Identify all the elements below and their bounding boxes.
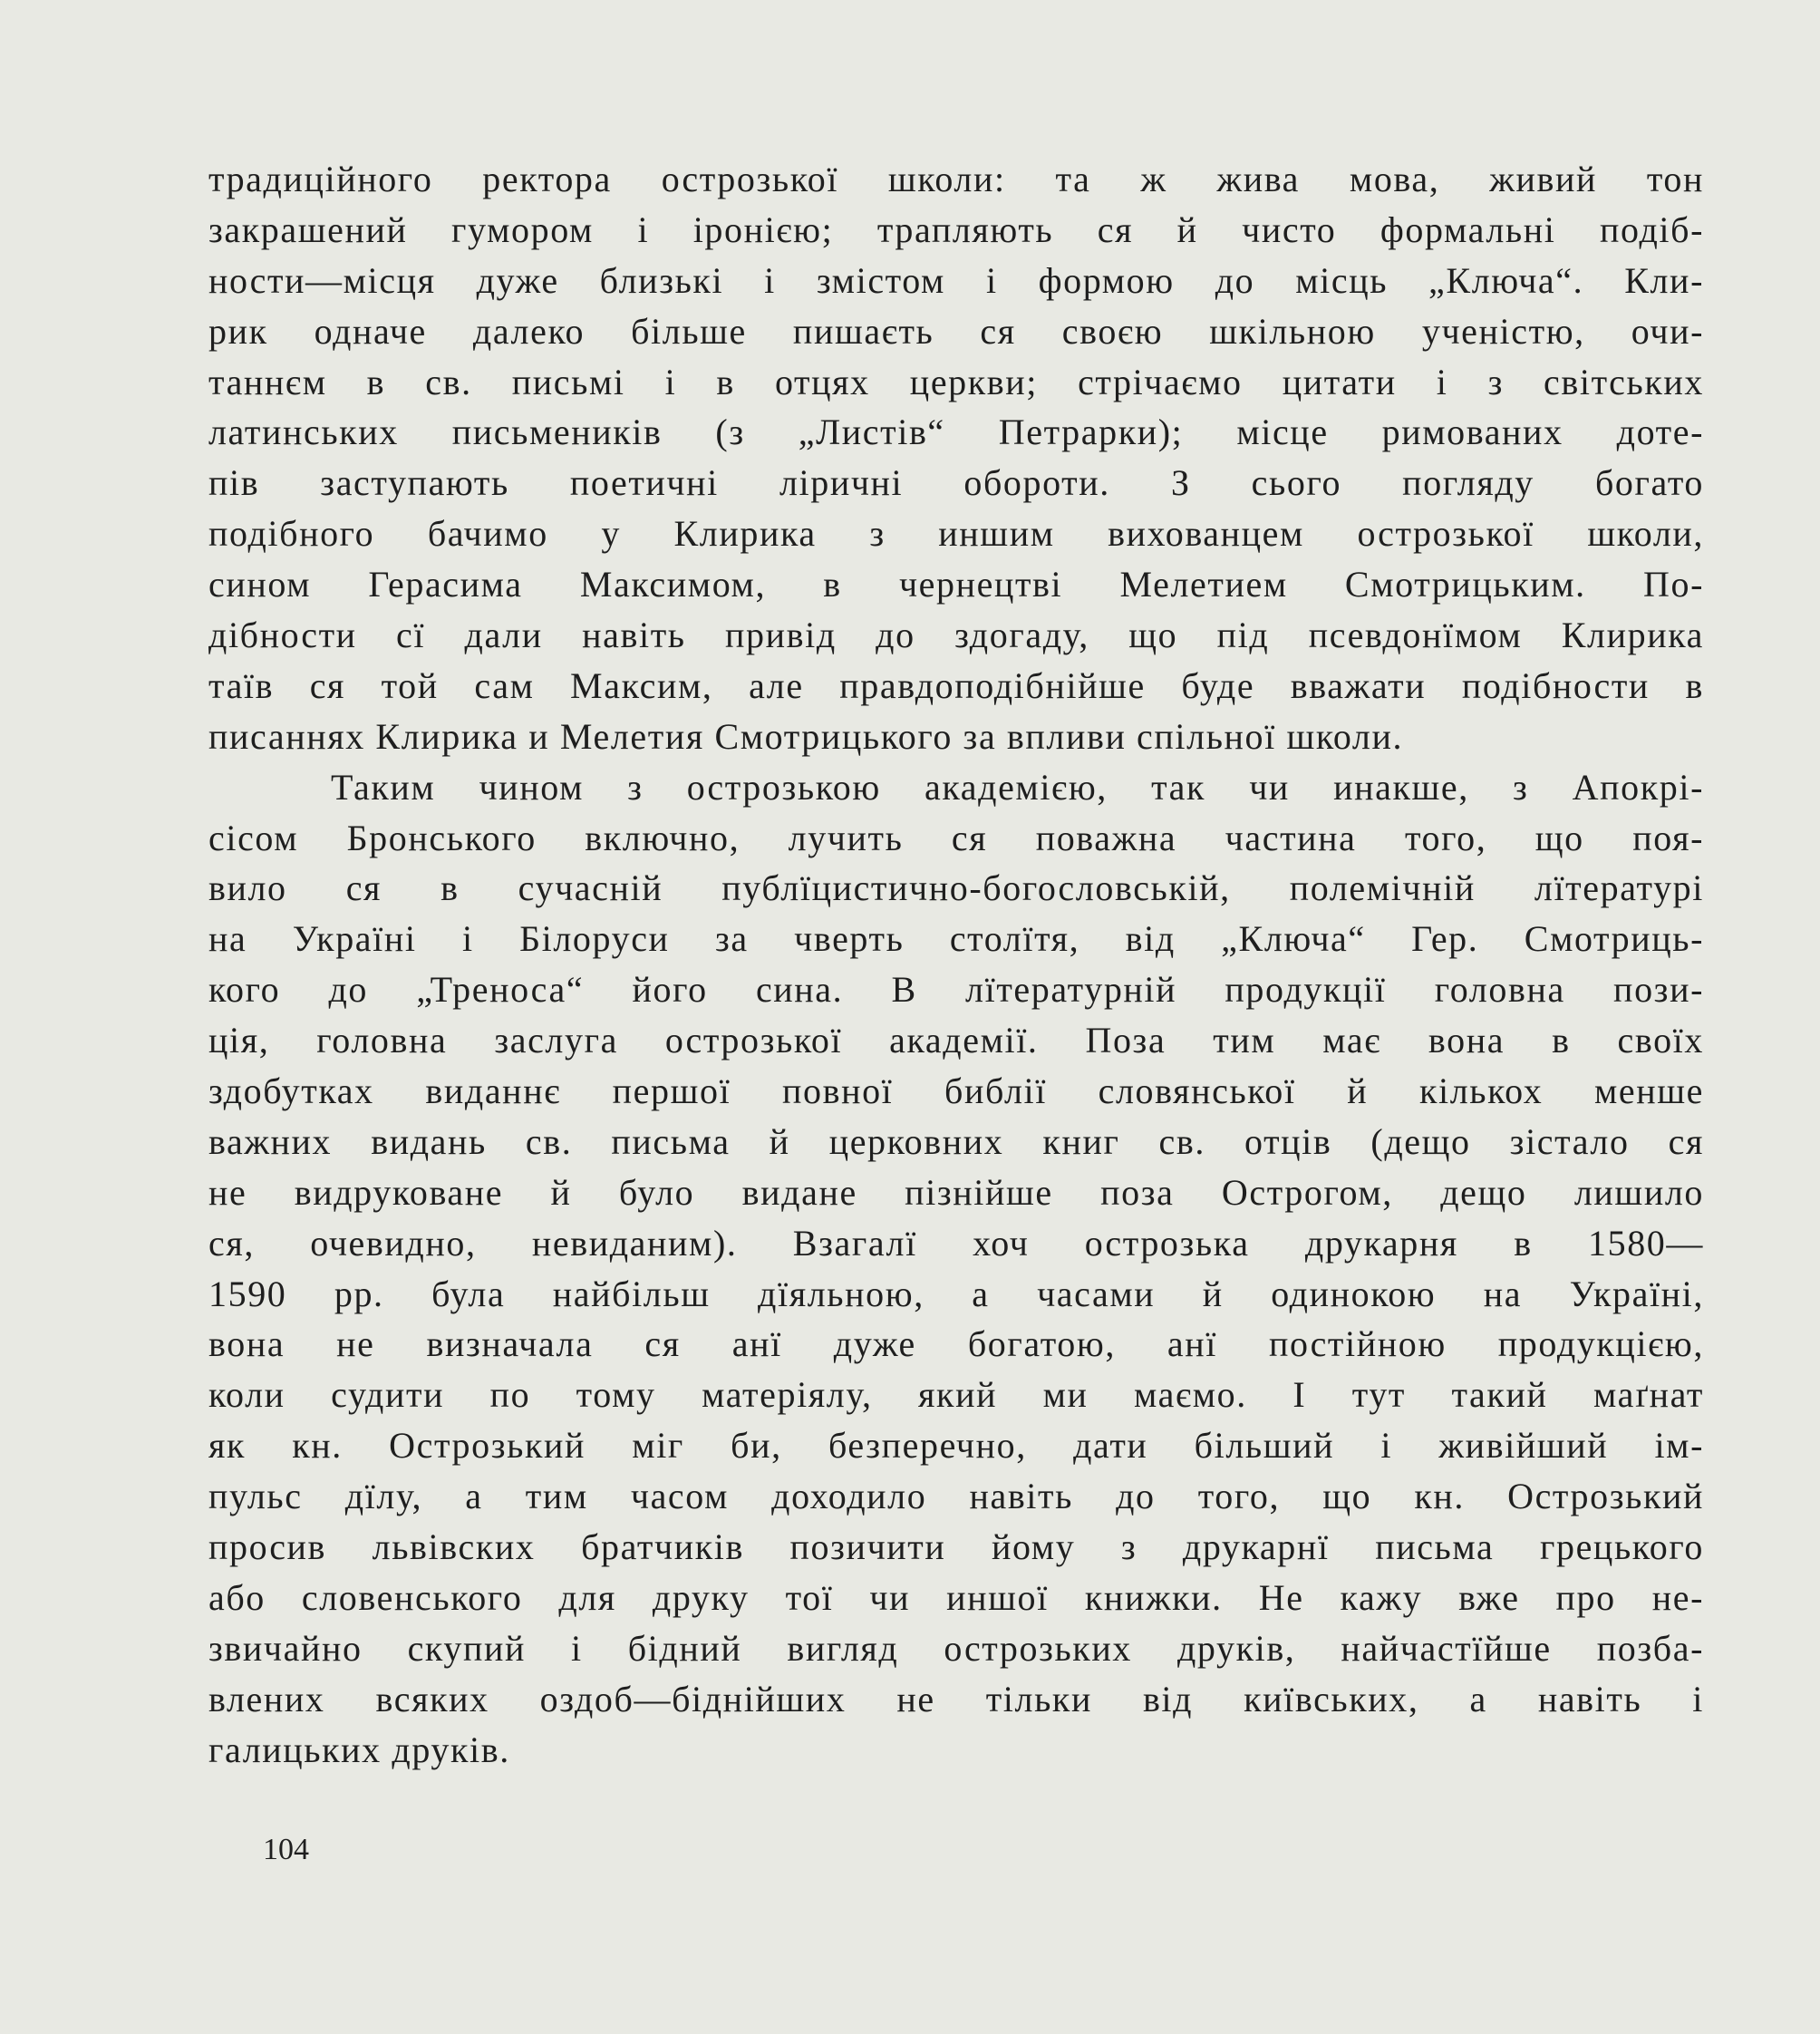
- text-line: рик одначе далеко більше пишаєть ся своєю шкільною ученістю, очи-: [208, 310, 1704, 352]
- text-line: традиційного ректора острозької школи: та ж жива мова, живий тон: [208, 159, 1704, 199]
- text-line: подібного бачимо у Клирика з иншим вихованцем острозької школи,: [208, 513, 1704, 555]
- page-number: 104: [263, 1833, 309, 1866]
- text-line: важних видань св. письма й церковних книг св. отців (дещо зістало ся: [208, 1120, 1704, 1162]
- text-line: писаннях Клирика и Мелетия Смотрицького за впливи спільної школи.: [208, 715, 1404, 757]
- text-line: сином Герасима Максимом, в чернецтві Мелетием Смотрицьким. По-: [208, 564, 1704, 605]
- text-line: закрашений гумором і іронією; трапляють ся й чисто формальні подіб-: [208, 208, 1704, 250]
- text-line: дібности сї дали навіть привід до здогаду, що під псевдонїмом Клирика: [208, 615, 1704, 656]
- text-line: коли судити по тому матеріялу, який ми маємо. І тут такий маґнат: [208, 1374, 1704, 1416]
- text-line: або словенського для друку тої чи иншої книжки. Не кажу вже про не-: [208, 1576, 1704, 1618]
- text-line: пульс дїлу, а тим часом доходило навіть до того, що кн. Острозький: [208, 1476, 1704, 1517]
- text-line: ція, головна заслуга острозької академії. Поза тим має вона в своїх: [208, 1020, 1704, 1061]
- text-line: здобутках виданнє першої повної библії словянської й кількох менше: [208, 1070, 1704, 1112]
- text-line: звичайно скупий і бідний вигляд острозьких друків, найчастїйше позба-: [208, 1627, 1704, 1669]
- text-line: таїв ся той сам Максим, але правдоподібнійше буде вважати подібности в: [208, 664, 1704, 706]
- text-line: латинських письмеників (з „Листів“ Петрарки); місце римованих доте-: [208, 412, 1704, 453]
- text-line: ся, очевидно, невиданим). Взагалї хоч острозька друкарня в 1580—: [208, 1222, 1704, 1264]
- text-line: просив львівских братчиків позичити йому з друкарнї письма грецького: [208, 1526, 1704, 1568]
- paragraph-start-line: Таким чином з острозькою академією, так чи инакше, з Апокрі-: [331, 766, 1704, 808]
- text-line: сісом Бронського включно, лучить ся поважна частина того, що поя-: [208, 817, 1704, 858]
- text-line: на Україні і Білоруси за чверть столїтя, від „Ключа“ Гер. Смотриць-: [208, 918, 1704, 960]
- text-line: галицьких друків.: [208, 1729, 510, 1770]
- text-line: як кн. Острозький міг би, безперечно, дати більший і живійший ім-: [208, 1425, 1704, 1467]
- text-line: 1590 рр. була найбільш дїяльною, а часами й одинокою на Україні,: [208, 1273, 1704, 1314]
- text-line: влених всяких оздоб—біднійших не тільки від київських, а навіть і: [208, 1678, 1704, 1719]
- text-line: таннєм в св. письмі і в отцях церкви; стрічаємо цитати і з світських: [208, 361, 1704, 402]
- body-text: [208, 154, 1704, 1776]
- text-line: кого до „Треноса“ його сина. В лїтературній продукції головна пози-: [208, 969, 1704, 1011]
- text-line: вона не визначала ся анї дуже богатою, анї постійною продукцією,: [208, 1323, 1704, 1365]
- text-line: вило ся в сучасній публїцистично-богословській, полемічній лїтературі: [208, 867, 1704, 909]
- text-line: пів заступають поетичні ліричні обороти. З сього погляду богато: [208, 462, 1704, 504]
- text-line: не видруковане й було видане пізнійше поза Острогом, дещо лишило: [208, 1171, 1704, 1213]
- text-line: ности—місця дуже близькі і змістом і формою до місць „Ключа“. Кли-: [208, 259, 1704, 301]
